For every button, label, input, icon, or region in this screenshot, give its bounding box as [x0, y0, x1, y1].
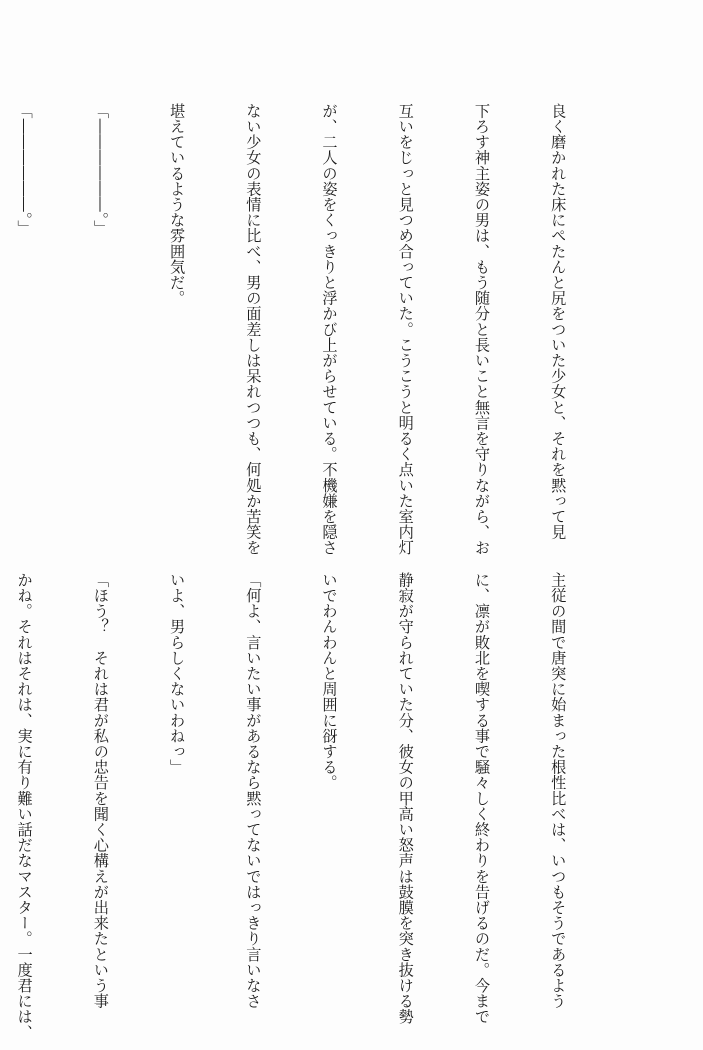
text-line: に、凛が敗北を喫する事で騒々しく終わりを告げるのだ。今まで: [472, 572, 491, 1025]
text-line: 堪えているような雰囲気だ。: [168, 103, 187, 306]
text-line: かね。それはそれは、実に有り難い話だなマスター。一度君には、: [15, 572, 34, 1040]
text-line: 「――――――。」: [15, 103, 34, 236]
text-line: 「ほう？ それは君が私の忠告を聞く心構えが出来たという事: [91, 572, 110, 1009]
text-line: いよ、男らしくないわねっ」: [168, 572, 187, 775]
text-line: 下ろす神主姿の男は、もう随分と長いこと無言を守りながら、お: [472, 103, 491, 556]
text-line: が、二人の姿をくっきりと浮かび上がらせている。不機嫌を隠さ: [320, 103, 339, 556]
text-line: 「――――――。」: [91, 103, 110, 236]
text-line: 「何よ、言いたい事があるなら黙ってないではっきり言いなさ: [244, 572, 263, 1009]
text-line: 良く磨かれた床にぺたんと尻をついた少女と、それを黙って見: [549, 103, 568, 540]
text-line: ない少女の表情に比べ、男の面差しは呆れつつも、何処か苦笑を: [244, 103, 263, 556]
text-line: 静寂が守られていた分、彼女の甲高い怒声は鼓膜を突き抜ける勢: [396, 572, 415, 1025]
text-line: いでわんわんと周囲に谺する。: [320, 572, 339, 791]
lower-text-block: [15, 572, 621, 1040]
text-line: 主従の間で唐突に始まった根性比べは、いつもそうであるよう: [549, 572, 568, 1009]
text-line: 互いをじっと見つめ合っていた。こうこうと明るく点いた室内灯: [396, 103, 415, 556]
upper-text-block: [15, 103, 621, 556]
